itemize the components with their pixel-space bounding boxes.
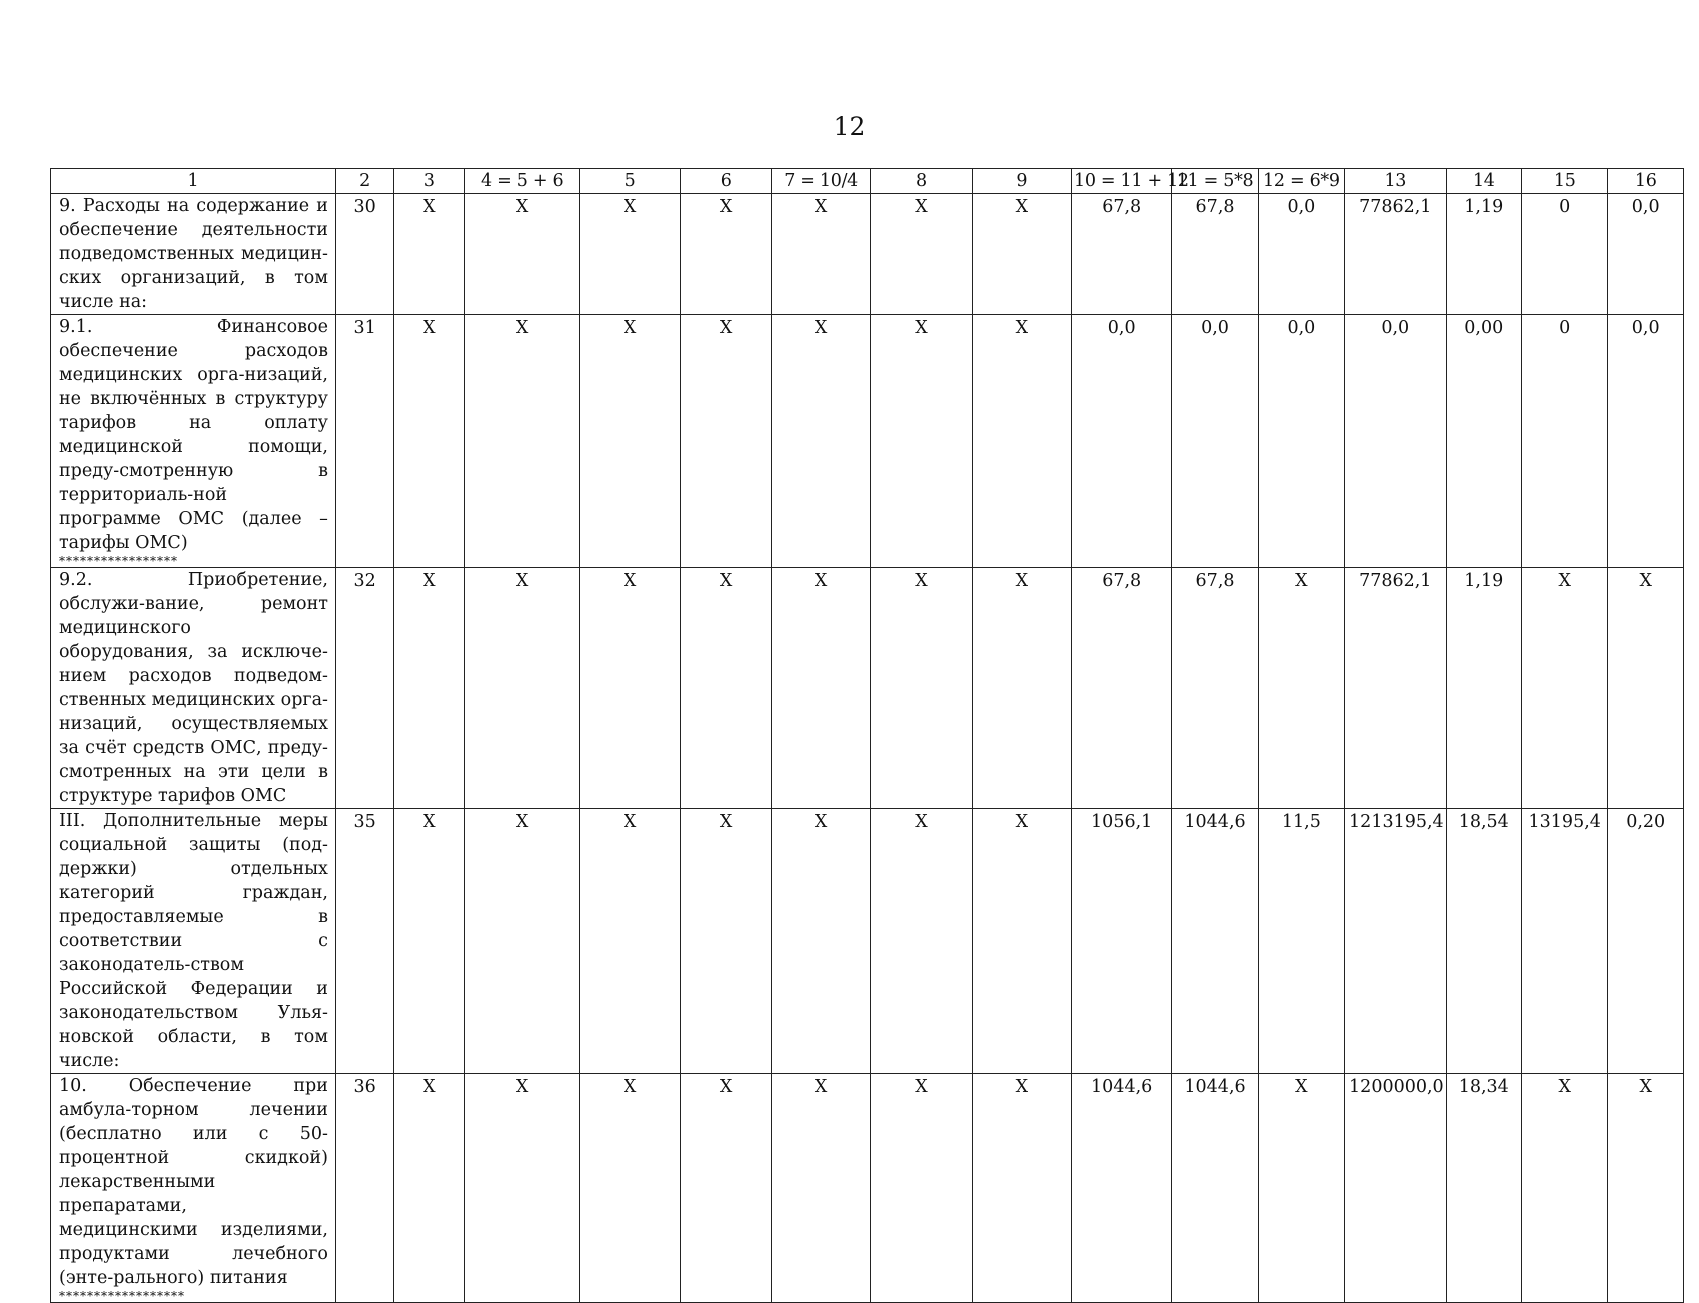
table-cell: 30: [335, 194, 393, 315]
table-cell: 1213195,4: [1345, 809, 1446, 1074]
table-cell: 0,20: [1608, 809, 1684, 1074]
table-cell: X: [1608, 1074, 1684, 1303]
table-cell: 67,8: [1071, 194, 1171, 315]
table-cell: 0,0: [1172, 315, 1258, 568]
table-cell: X: [394, 315, 465, 568]
table-cell: X: [1258, 1074, 1344, 1303]
table-cell: X: [579, 1074, 680, 1303]
col-header: 3: [394, 169, 465, 194]
table-cell: 67,8: [1071, 568, 1171, 809]
col-header: 13: [1345, 169, 1446, 194]
table-cell: 1044,6: [1172, 1074, 1258, 1303]
table-cell: X: [771, 1074, 870, 1303]
table-cell: X: [1522, 568, 1608, 809]
col-header: 8: [871, 169, 972, 194]
table-cell: 35: [335, 809, 393, 1074]
table-cell: X: [394, 1074, 465, 1303]
table-cell: X: [972, 315, 1071, 568]
table-cell: X: [465, 1074, 579, 1303]
table-cell: X: [771, 809, 870, 1074]
table-cell: X: [871, 315, 972, 568]
table-cell: 31: [335, 315, 393, 568]
table-cell: 1,19: [1446, 568, 1522, 809]
col-header: 15: [1522, 169, 1608, 194]
table-cell: 1044,6: [1071, 1074, 1171, 1303]
table-cell: 11,5: [1258, 809, 1344, 1074]
table-cell: X: [681, 315, 772, 568]
col-header: 7 = 10/4: [771, 169, 870, 194]
col-header: 12 = 6*9: [1258, 169, 1344, 194]
table-cell: 1,19: [1446, 194, 1522, 315]
table-cell: X: [871, 1074, 972, 1303]
page-number: 12: [833, 112, 866, 141]
table-cell: X: [1522, 1074, 1608, 1303]
table-cell: 18,34: [1446, 1074, 1522, 1303]
table-cell: 1056,1: [1071, 809, 1171, 1074]
table-cell: X: [1608, 568, 1684, 809]
table-row: [51, 315, 1684, 568]
table-row: [51, 1074, 1684, 1303]
footnote-stars: ******************: [59, 1289, 185, 1303]
row-label: 9. Расходы на содержание и обеспечение деятельности подведомственных медицин-ских организаций, в том числе на:: [51, 194, 336, 315]
table-cell: 1044,6: [1172, 809, 1258, 1074]
col-header: 1: [51, 169, 336, 194]
table-cell: X: [465, 315, 579, 568]
table-cell: X: [972, 1074, 1071, 1303]
table-cell: 1200000,0: [1345, 1074, 1446, 1303]
col-header: 5: [579, 169, 680, 194]
table-cell: 67,8: [1172, 568, 1258, 809]
table-cell: 67,8: [1172, 194, 1258, 315]
table-cell: X: [681, 809, 772, 1074]
row-label: 10. Обеспечение при амбула-торном лечении (бесплатно или с 50-процентной скидкой) лекарственными препаратами, медицинскими изделиями, продуктами лечебного (энте-рального) питания ******************: [51, 1074, 336, 1303]
table-cell: X: [681, 194, 772, 315]
table-cell: 0,0: [1608, 315, 1684, 568]
table-cell: 0,00: [1446, 315, 1522, 568]
table-cell: 0,0: [1258, 315, 1344, 568]
table-cell: X: [681, 568, 772, 809]
table-cell: X: [871, 568, 972, 809]
table-cell: X: [579, 568, 680, 809]
header-row: [51, 169, 1684, 194]
col-header: 14: [1446, 169, 1522, 194]
col-header: 9: [972, 169, 1071, 194]
table-cell: X: [681, 1074, 772, 1303]
table-cell: 77862,1: [1345, 194, 1446, 315]
table-cell: 0,0: [1258, 194, 1344, 315]
col-header: 10 = 11 + 12: [1071, 169, 1171, 194]
table-cell: X: [465, 568, 579, 809]
table-cell: X: [771, 315, 870, 568]
table-cell: X: [579, 194, 680, 315]
table-cell: 0: [1522, 315, 1608, 568]
table-cell: 0: [1522, 194, 1608, 315]
table-cell: X: [871, 194, 972, 315]
table-cell: X: [771, 568, 870, 809]
row-label: 9.1. Финансовое обеспечение расходов медицинских орга-низаций, не включённых в структуру тарифов на оплату медицинской помощи, преду-смотренную в территориаль-ной программе ОМС (далее – тарифы ОМС) *****************: [51, 315, 336, 568]
table-cell: X: [972, 809, 1071, 1074]
table-cell: 0,0: [1071, 315, 1171, 568]
col-header: 4 = 5 + 6: [465, 169, 579, 194]
table-cell: 0,0: [1345, 315, 1446, 568]
table-cell: X: [871, 809, 972, 1074]
col-header: 6: [681, 169, 772, 194]
table-cell: X: [394, 568, 465, 809]
table-row: [51, 809, 1684, 1074]
table-cell: X: [394, 194, 465, 315]
table-cell: X: [394, 809, 465, 1074]
table-cell: 13195,4: [1522, 809, 1608, 1074]
col-header: 2: [335, 169, 393, 194]
table-cell: X: [771, 194, 870, 315]
table-cell: X: [465, 809, 579, 1074]
financial-table: [50, 168, 1684, 1303]
table-row: [51, 194, 1684, 315]
col-header: 11 = 5*8: [1172, 169, 1258, 194]
table-cell: 18,54: [1446, 809, 1522, 1074]
table-cell: X: [579, 809, 680, 1074]
table-cell: 36: [335, 1074, 393, 1303]
table-row: [51, 568, 1684, 809]
row-label: III. Дополнительные меры социальной защиты (под-держки) отдельных категорий граждан, предоставляемые в соответствии с законодатель-ством Российской Федерации и законодательством Улья-новской области, в том числе:: [51, 809, 336, 1074]
row-label: 9.2. Приобретение, обслужи-вание, ремонт медицинского оборудования, за исключе-нием расходов подведом-ственных медицинских орга-низаций, осуществляемых за счёт средств ОМС, преду-смотренных на эти цели в структуре тарифов ОМС: [51, 568, 336, 809]
col-header: 16: [1608, 169, 1684, 194]
table-cell: X: [972, 194, 1071, 315]
table-cell: 77862,1: [1345, 568, 1446, 809]
table-cell: X: [579, 315, 680, 568]
table-cell: X: [972, 568, 1071, 809]
table-cell: X: [1258, 568, 1344, 809]
footnote-stars: *****************: [59, 554, 178, 568]
table-cell: 0,0: [1608, 194, 1684, 315]
table-cell: X: [465, 194, 579, 315]
table-cell: 32: [335, 568, 393, 809]
